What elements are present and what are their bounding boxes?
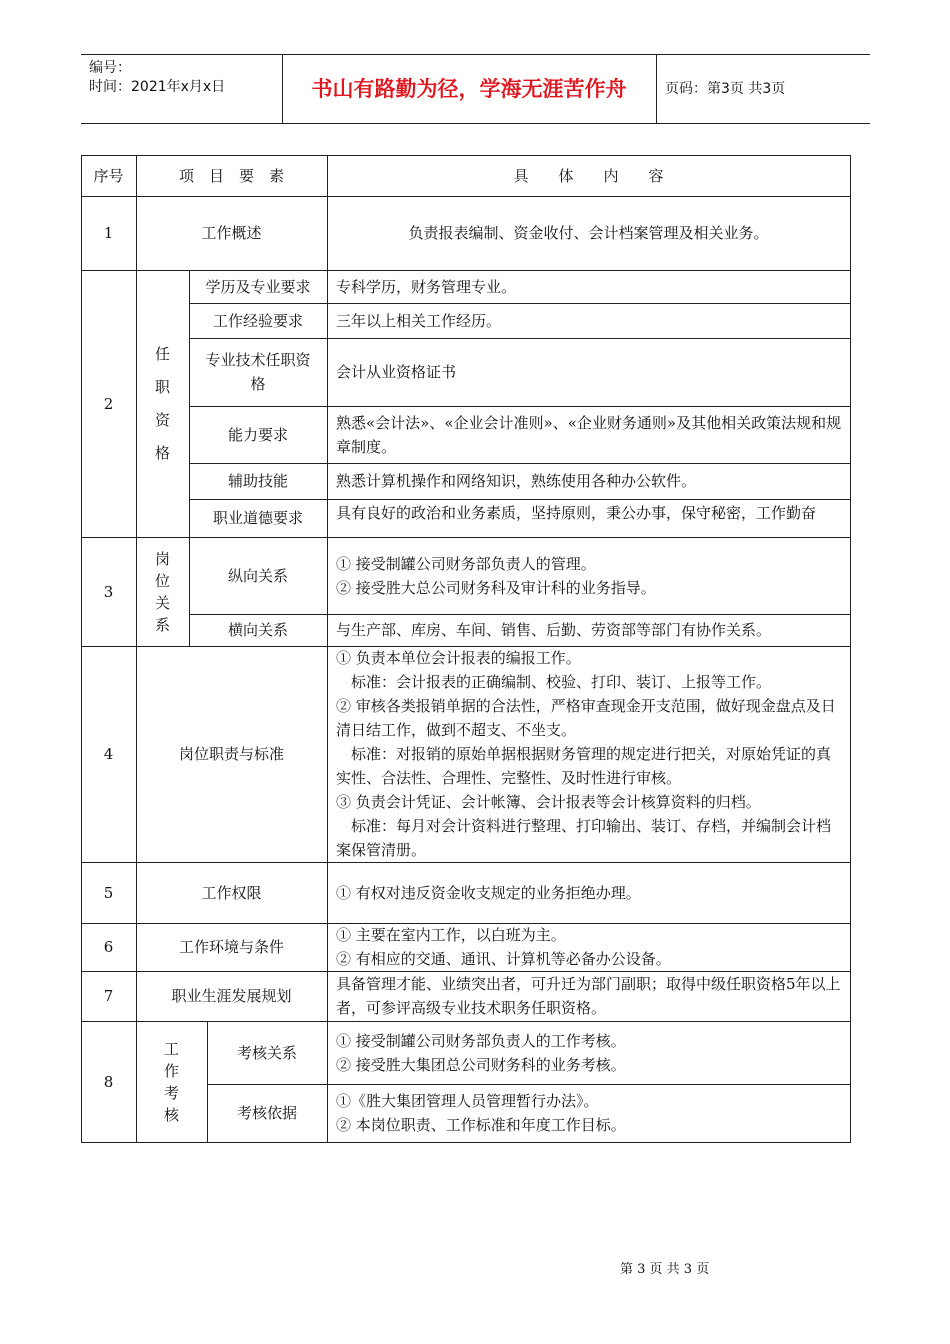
item-label: 横向关系 (227, 621, 288, 639)
content-text: 具备管理才能、业绩突出者，可升迁为部门副职；取得中级任职资格5年以上者，可参评高级专业技术职务任职资格。 (336, 975, 841, 1017)
content-text: 专科学历，财务管理专业。 (336, 277, 517, 296)
row-number: 3 (103, 582, 114, 601)
group-label-text: 岗位关系 (154, 549, 170, 634)
row-number: 4 (103, 745, 114, 763)
row-number: 5 (103, 883, 114, 902)
content-text: 会计从业资格证书 (336, 363, 457, 381)
document-time-label: 时间：2021年x月x日 (89, 79, 226, 95)
page-header (81, 54, 870, 124)
content-text: 熟悉«会计法»、«企业会计准则»、«企业财务通则»及其他相关政策法规和规章制度。 (336, 413, 842, 456)
header-page-info: 页码：第3页 共3页 (665, 81, 786, 97)
item-label: 能力要求 (227, 425, 288, 444)
group-label (136, 270, 189, 537)
header-item: 项 目 要 素 (178, 166, 284, 185)
item-label: 工作经验要求 (212, 311, 303, 330)
item-label: 工作环境与条件 (178, 938, 284, 956)
item-label: 考核关系 (236, 1043, 297, 1062)
content-text: ① 主要在室内工作，以白班为主。 ② 有相应的交通、通讯、计算机等必备办公设备。 (336, 926, 671, 968)
item-label: 辅助技能 (227, 472, 288, 490)
item-label: 职业生涯发展规划 (171, 987, 292, 1005)
row-number: 6 (103, 938, 114, 956)
item-label: 岗位职责与标准 (178, 745, 284, 763)
document-number-label: 编号： (89, 60, 131, 76)
content-text: ① 接受制罐公司财务部负责人的管理。 ② 接受胜大总公司财务科及审计科的业务指导。 (336, 554, 656, 597)
table-border-right (850, 155, 851, 1143)
group-label-text: 工作考核 (163, 1039, 179, 1124)
group-label (136, 1021, 207, 1142)
content-text: 熟悉计算机操作和网络知识，熟练使用各种办公软件。 (336, 472, 697, 490)
header-divider (656, 55, 657, 123)
header-content: 具 体 内 容 (513, 166, 664, 185)
item-label: 纵向关系 (227, 566, 288, 585)
content-text: ①《胜大集团管理人员管理暂行办法》。 ② 本岗位职责、工作标准和年度工作目标。 (336, 1092, 626, 1134)
item-label: 考核依据 (236, 1104, 297, 1122)
header-serial: 序号 (93, 166, 124, 185)
content-text: ① 负责本单位会计报表的编报工作。 标准：会计报表的正确编制、校验、打印、装订、上报等工作。 ② 审核各类报销单据的合法性，严格审查现金开支范围，做好现金盘点及日清日结工作，做到不超支、不坐支。 标准：对报销的原始单据根据财务管理的规定进行把关，对原始凭证的真实性、合法性、合理性、完整性、及时性进行审核。 ③ 负责会计凭证、会计帐簿、会计报表等会计核算资料的归档。 标准：每月对会计资料进行整理、打印输出、装订、存档，并编制会计档案保管清册。 (336, 649, 836, 859)
content-text: 具有良好的政治和业务素质，坚持原则，秉公办事，保守秘密，工作勤奋 (336, 504, 817, 522)
group-label-text: 任职资格 (154, 344, 170, 462)
content-text: 三年以上相关工作经历。 (336, 311, 502, 330)
row-number: 7 (103, 987, 114, 1005)
item-label: 工作概述 (201, 224, 262, 242)
content-text: 与生产部、库房、车间、销售、后勤、劳资部等部门有协作关系。 (336, 621, 772, 639)
content-text: ① 有权对违反资金收支规定的业务拒绝办理。 (336, 883, 641, 902)
item-label: 职业道德要求 (212, 509, 303, 527)
item-label: 学历及专业要求 (205, 277, 311, 296)
row-number: 8 (103, 1072, 114, 1091)
item-label: 专业技术任职资格 (205, 351, 311, 393)
header-motto: 书山有路勤为径，学海无涯苦作舟 (311, 77, 627, 101)
item-label: 工作权限 (201, 883, 262, 902)
row-number: 2 (103, 394, 114, 413)
table-border-bottom (81, 1142, 851, 1143)
job-description-table (81, 155, 851, 1143)
content-text: ① 接受制罐公司财务部负责人的工作考核。 ② 接受胜大集团总公司财务科的业务考核。 (336, 1031, 626, 1074)
page-footer: 第 3 页 共 3 页 (620, 1262, 710, 1277)
header-meta (89, 59, 225, 97)
group-label (136, 537, 189, 646)
row-number: 1 (103, 224, 114, 242)
content-text: 负责报表编制、资金收付、会计档案管理及相关业务。 (408, 224, 769, 242)
